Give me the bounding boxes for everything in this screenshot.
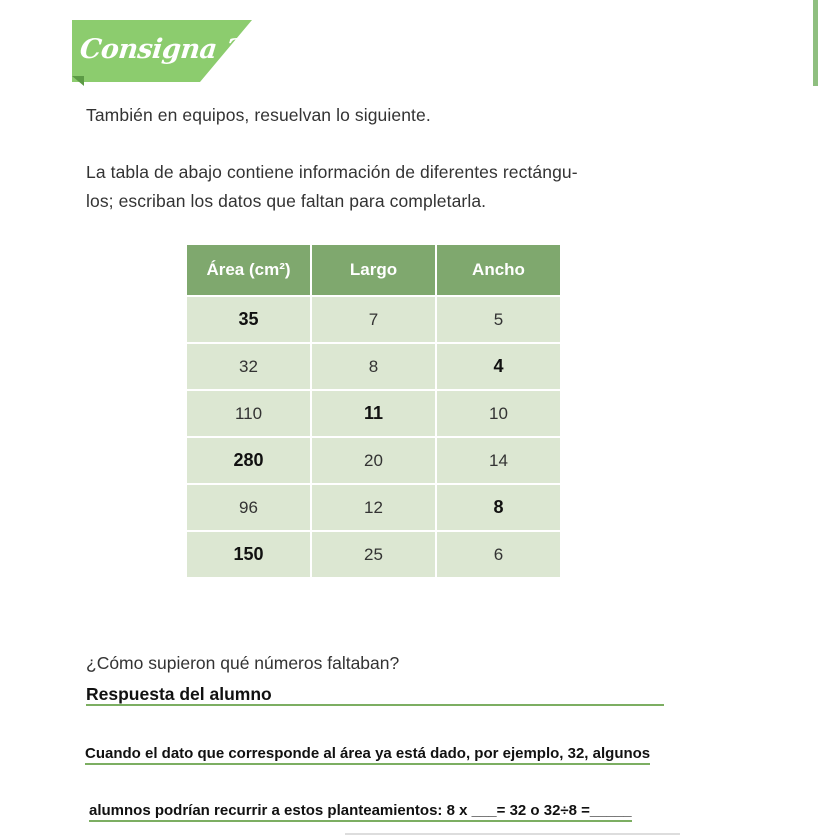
table-row <box>186 296 561 343</box>
header-largo: Largo <box>311 244 436 296</box>
intro-paragraph <box>86 158 686 216</box>
cell-ancho: 6 <box>436 531 561 578</box>
intro-line-2: La tabla de abajo contiene información de diferentes rectángu- <box>86 162 578 182</box>
consigna-badge <box>72 20 252 86</box>
intro-line-3: los; escriban los datos que faltan para completarla. <box>86 191 487 211</box>
table-row <box>186 343 561 390</box>
table-row <box>186 531 561 578</box>
answer-line-1: Cuando el dato que corresponde al área ya está dado, por ejemplo, 32, algunos <box>85 745 650 765</box>
cell-area: 32 <box>186 343 311 390</box>
answer-label: Respuesta del alumno <box>86 684 664 706</box>
cell-ancho: 4 <box>436 343 561 390</box>
badge-title: Consigna 2 <box>78 34 246 65</box>
cell-area: 96 <box>186 484 311 531</box>
header-area: Área (cm²) <box>186 244 311 296</box>
cell-largo: 12 <box>311 484 436 531</box>
cell-area: 110 <box>186 390 311 437</box>
table-row <box>186 437 561 484</box>
cell-area: 150 <box>186 531 311 578</box>
rectangles-table <box>185 243 562 579</box>
cell-ancho: 14 <box>436 437 561 484</box>
table-header-row <box>186 244 561 296</box>
cell-area: 35 <box>186 296 311 343</box>
cell-ancho: 5 <box>436 296 561 343</box>
table-row <box>186 484 561 531</box>
answer-line-2: alumnos podrían recurrir a estos planteamientos: 8 x ___= 32 o 32÷8 =_____ <box>89 802 632 822</box>
table-row <box>186 390 561 437</box>
question-text: ¿Cómo supieron qué números faltaban? <box>86 653 400 673</box>
cell-ancho: 10 <box>436 390 561 437</box>
cell-area: 280 <box>186 437 311 484</box>
bottom-divider <box>345 833 680 835</box>
page-edge-bar <box>813 0 818 86</box>
cell-largo: 11 <box>311 390 436 437</box>
cell-ancho: 8 <box>436 484 561 531</box>
cell-largo: 7 <box>311 296 436 343</box>
header-ancho: Ancho <box>436 244 561 296</box>
intro-line-1: También en equipos, resuelvan lo siguiente. <box>86 105 431 125</box>
cell-largo: 8 <box>311 343 436 390</box>
cell-largo: 20 <box>311 437 436 484</box>
cell-largo: 25 <box>311 531 436 578</box>
